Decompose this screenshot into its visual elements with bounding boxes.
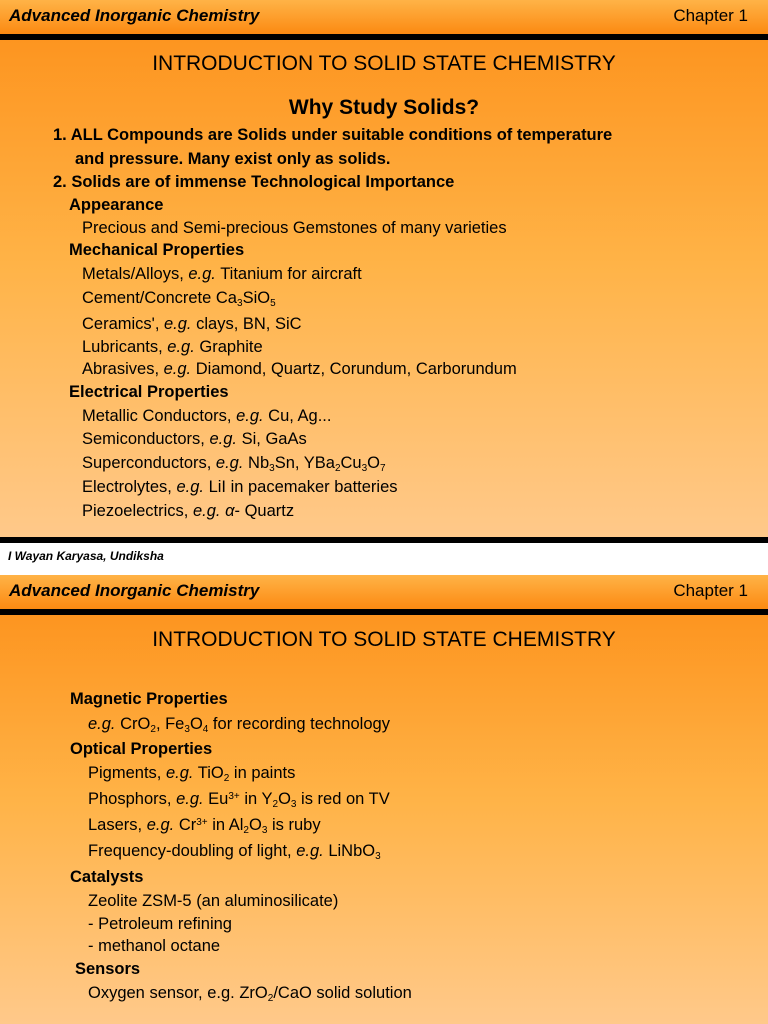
sensors-heading: Sensors xyxy=(75,960,141,978)
ceramics-item: Ceramics', e.g. clays, BN, SiC xyxy=(82,315,302,333)
footer-divider xyxy=(0,537,768,543)
course-title: Advanced Inorganic Chemistry xyxy=(9,581,260,600)
metals-item: Metals/Alloys, e.g. Titanium for aircraft xyxy=(82,265,362,283)
appearance-heading: Appearance xyxy=(69,196,164,214)
slide-body xyxy=(0,615,768,1024)
lubricants-item: Lubricants, e.g. Graphite xyxy=(82,338,263,356)
slide-2 xyxy=(0,575,768,1024)
catalysts-heading: Catalysts xyxy=(70,868,144,886)
oxygen-sensor-item: Oxygen sensor, e.g. ZrO$_2$/CaO solid solution xyxy=(88,984,412,1004)
optical-heading: Optical Properties xyxy=(70,740,213,758)
section-title: INTRODUCTION TO SOLID STATE CHEMISTRY xyxy=(152,52,616,75)
electrical-heading: Electrical Properties xyxy=(69,383,229,401)
piezoelectrics-item: Piezoelectrics, e.g. α- Quartz xyxy=(82,502,295,520)
phosphors-item: Phosphors, e.g. $Eu^{3+}$ in $Y_2O_3$ is red on TV xyxy=(88,790,390,810)
petroleum-item: - Petroleum refining xyxy=(88,915,232,933)
cement-item: Cement/Concrete $Ca_3SiO_5$ xyxy=(82,289,276,309)
magnetic-item: e.g. CrO$_2$, $Fe_3O_4$ for recording technology xyxy=(88,715,390,735)
course-title: Advanced Inorganic Chemistry xyxy=(9,6,260,25)
slide-header xyxy=(0,0,768,34)
metallic-conductors-item: Metallic Conductors, e.g. Cu, Ag... xyxy=(82,407,332,425)
slide-body xyxy=(0,40,768,537)
magnetic-heading: Magnetic Properties xyxy=(70,690,228,708)
point-1-line-1: 1. ALL Compounds are Solids under suitable conditions of temperature xyxy=(53,126,613,144)
pigments-item: Pigments, e.g. TiO$_2$ in paints xyxy=(88,764,296,784)
methanol-item: - methanol octane xyxy=(88,937,221,955)
semiconductors-item: Semiconductors, e.g. Si, GaAs xyxy=(82,430,307,448)
electrolytes-item: Electrolytes, e.g. LiI in pacemaker batteries xyxy=(82,478,398,496)
section-title: INTRODUCTION TO SOLID STATE CHEMISTRY xyxy=(152,628,616,651)
lasers-item: Lasers, e.g. $Cr^{3+}$ in $Al_2O_3$ is ruby xyxy=(88,816,321,836)
superconductors-item: Superconductors, e.g. $Nb_3Sn$, $YBa_2Cu_3O_7$ xyxy=(82,454,386,474)
author-footer: I Wayan Karyasa, Undiksha xyxy=(8,549,164,563)
point-1-line-2: and pressure. Many exist only as solids. xyxy=(75,150,391,168)
point-2: 2. Solids are of immense Technological Importance xyxy=(53,173,455,191)
chapter-label: Chapter 1 xyxy=(673,6,748,25)
gemstones-item: Precious and Semi-precious Gemstones of many varieties xyxy=(82,219,507,237)
chapter-label: Chapter 1 xyxy=(673,581,748,600)
frequency-doubling-item: Frequency-doubling of light, e.g. LiNbO$_3$ xyxy=(88,842,381,862)
slide-header xyxy=(0,575,768,609)
abrasives-item: Abrasives, e.g. Diamond, Quartz, Corundum, Carborundum xyxy=(82,360,517,378)
mechanical-heading: Mechanical Properties xyxy=(69,241,245,259)
slide-heading: Why Study Solids? xyxy=(288,96,480,119)
zeolite-item: Zeolite ZSM-5 (an aluminosilicate) xyxy=(88,892,339,910)
